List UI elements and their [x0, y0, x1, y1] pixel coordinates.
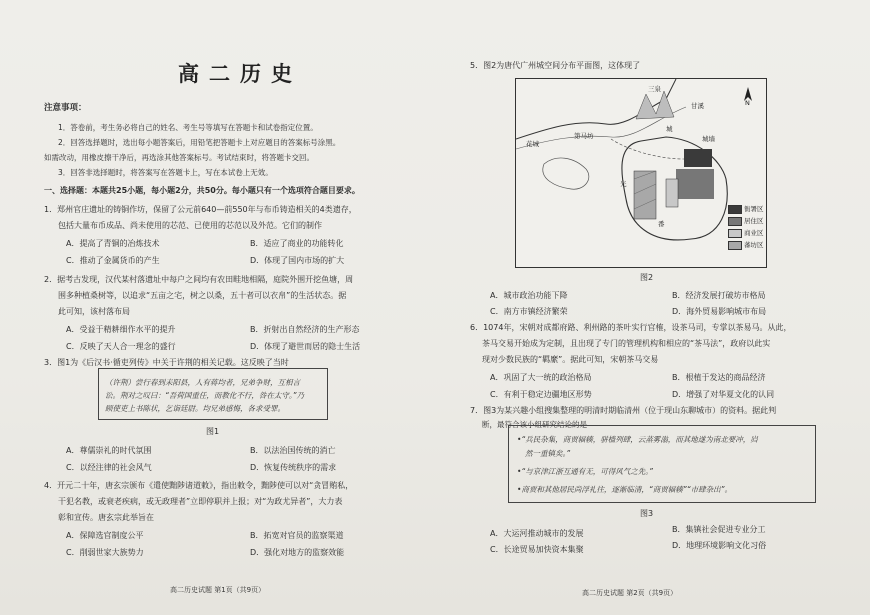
notice-heading: 注意事项：: [44, 103, 87, 113]
q1-line-2: 包括大量布币成品、尚未使用的芯范、已使用的芯范以及外范。它们的制作: [58, 221, 322, 230]
figure-3-quote-line-2: 然一重镇矣。”: [525, 449, 571, 458]
figure-2-map: [515, 78, 767, 268]
q7-option-c: C．长途贸易加快资本集聚: [490, 545, 584, 554]
commercial-district: [666, 179, 678, 207]
q7-option-a: A．大运河推动城市的发展: [490, 529, 584, 538]
notice-line-1: 1．答卷前，考生务必将自己的姓名、考生号等填写在答题卡和试卷指定位置。: [58, 123, 318, 132]
q5-option-c: C．南方市镇经济繁荣: [490, 307, 568, 316]
q1-option-d: D．体现了国内市场的扩大: [250, 256, 345, 265]
page-1-footer: 高二历史试题 第1页（共9页）: [170, 586, 266, 594]
exam-title: 高二历史: [178, 62, 302, 86]
figure-3-quote-line-1: •“兵民杂集，商贾辐辏，骈樯列肆，云蒸雾滃，而其地遂为南北要冲，岿: [517, 435, 758, 444]
q5-option-b: B．经济发展打破坊市格局: [672, 291, 766, 300]
page-2: [462, 0, 867, 615]
q4-option-b: B．拓宽对官员的监察渠道: [250, 531, 344, 540]
map-label-g: 番: [658, 220, 665, 228]
q4-line-3: 彰和宣传。唐玄宗此举旨在: [58, 513, 154, 522]
q5-option-d: D．海外贸易影响城市布局: [672, 307, 767, 316]
foreign-quarter: [634, 171, 656, 219]
map-label-f: 光: [620, 180, 627, 188]
q2-line-3: 此可知，该村落布局: [58, 307, 130, 316]
notice-line-2: 2．回答选择题时，选出每小题答案后，用铅笔把答题卡上对应题目的答案标号涂黑。: [58, 138, 341, 147]
legend-foreign: 蕃坊区: [728, 240, 764, 250]
q6-option-d: D．增强了对华夏文化的认同: [672, 390, 775, 399]
q4-line-2: 干犯名教，或衰老疾病，或无政理者”立即停职并上报；对“为政尤异者”，大力表: [58, 497, 343, 506]
legend-commercial: 商业区: [728, 228, 764, 238]
figure-3-quote-line-3: •“与京津江浙互通有无，可得风气之先。”: [517, 467, 653, 476]
q7-line-2: 断，最符合该小组研究结论的是: [482, 420, 587, 429]
q1-line-1: 1．郑州官庄遗址的铸铜作坊，保留了公元前640—前550年与布币铸造相关的4类遗存，: [44, 205, 357, 214]
q4-option-d: D．强化对地方的监察效能: [250, 548, 345, 557]
legend-office: 衙署区: [728, 204, 764, 214]
q1-option-b: B．适应了商业的功能转化: [250, 239, 344, 248]
q4-option-c: C．削弱世家大族势力: [66, 548, 144, 557]
q1-option-a: A．提高了青铜的冶炼技术: [66, 239, 160, 248]
q2-line-1: 2．据考古发现，汉代某村落遗址中每户之间均有农田畦地相隔，庭院外围开挖鱼塘，周: [44, 275, 354, 284]
q2-option-b: B．折射出自然经济的生产形态: [250, 325, 360, 334]
q2-option-d: D．体现了避世而居的隐士生活: [250, 342, 361, 351]
q3-option-d: D．恢复传统秩序的需求: [250, 463, 337, 472]
figure-1-quote-line-2: 讼。荆对之叹曰：“吾荷国重任，而教化不行，咎在太守。”乃: [105, 391, 305, 400]
q2-line-2: 围多种植桑树等，以追求“五亩之宅，树之以桑，五十者可以衣帛”的生活状态。据: [58, 291, 347, 300]
q6-option-c: C．有利于稳定边疆地区形势: [490, 390, 592, 399]
map-label-d: 第马坊: [574, 132, 594, 140]
figure-1-caption: 图1: [206, 427, 220, 436]
q3-line-1: 3．图1为《后汉书·循吏列传》中关于许荆的相关记载。这反映了当时: [44, 358, 289, 367]
figure-3-quote-line-4: •商贾和其他居民尚浮礼往，逐渐临清，“商贾辐辏”“市肆杂出”。: [517, 485, 732, 494]
q3-option-c: C．以经注律的社会风气: [66, 463, 152, 472]
figure-1-quote-box: [98, 368, 328, 420]
q7-option-d: D．地理环境影响文化习俗: [672, 541, 767, 550]
q6-option-a: A．巩固了大一统的政治格局: [490, 373, 592, 382]
map-label-b: 甘溪: [691, 102, 704, 110]
figure-1-quote-line-1: （许荆）尝行春到耒阳县，人有蒋均者，兄弟争财，互相言: [105, 378, 300, 387]
q6-line-3: 现对少数民族的“羁縻”。据此可知，宋朝茶马交易: [482, 355, 659, 364]
q5-line-1: 5．图2为唐代广州城空间分布平面图，这体现了: [470, 61, 641, 70]
figure-1-quote-line-3: 顾使吏上书陈状，乞诣廷尉。均兄弟感悔，各求受罪。: [105, 404, 285, 413]
q4-option-a: A．保障选官制度公平: [66, 531, 144, 540]
page-2-footer: 高二历史试题 第2页（共9页）: [582, 589, 678, 597]
map-label-e: 城: [666, 125, 673, 133]
q6-option-b: B．根植于发达的商品经济: [672, 373, 766, 382]
north-label: N: [745, 99, 750, 107]
city-plan-svg: [516, 79, 766, 267]
residential-district: [676, 169, 714, 199]
q6-line-2: 茶马交易开始成为定制，且出现了专门的管理机构和相应的“茶马法”，政府以此实: [482, 339, 771, 348]
q2-option-c: C．反映了天人合一理念的盛行: [66, 342, 176, 351]
figure-2-caption: 图2: [640, 273, 654, 282]
map-label-h: 城墙: [702, 135, 715, 143]
legend-residential: 居住区: [728, 216, 764, 226]
q4-line-1: 4．开元二十年，唐玄宗颁布《遣使黜陟诸道敕》，指出敕令，黜陟使可以对“贪冒贿私，: [44, 481, 354, 490]
q7-line-1: 7．图3为某兴趣小组搜集整理的明清时期临清州（位于现山东聊城市）的资料。据此判: [470, 406, 777, 415]
notice-line-4: 3．回答非选择题时，将答案写在答题卡上，写在本试卷上无效。: [58, 168, 273, 177]
q5-option-a: A．城市政治功能下降: [490, 291, 568, 300]
page-1: [40, 0, 440, 615]
lake-shape: [543, 158, 589, 189]
q3-option-a: A．尊儒崇礼的时代氛围: [66, 446, 152, 455]
q1-option-c: C．推动了金属货币的产生: [66, 256, 160, 265]
q2-option-a: A．受益于精耕细作水平的提升: [66, 325, 176, 334]
q7-option-b: B．集镇社会促进专业分工: [672, 525, 766, 534]
road-line: [611, 139, 684, 159]
figure-3-caption: 图3: [640, 509, 654, 518]
notice-line-3: 如需改动，用橡皮擦干净后，再选涂其他答案标号。考试结束时，将答题卡交回。: [44, 153, 314, 162]
map-label-a: 花城: [526, 140, 539, 148]
office-district: [684, 149, 712, 167]
figure-3-quote-box: [508, 425, 816, 503]
q3-option-b: B．以法治国传统的消亡: [250, 446, 336, 455]
map-label-c: 三泉: [648, 85, 661, 93]
q6-line-1: 6．1074年，宋朝对成都府路、利州路的茶叶实行官榷，设茶马司，专掌以茶易马。从此，: [470, 323, 792, 332]
section-heading: 一、选择题：本题共25小题，每小题2分，共50分。每小题只有一个选项符合题目要求。: [44, 186, 360, 195]
